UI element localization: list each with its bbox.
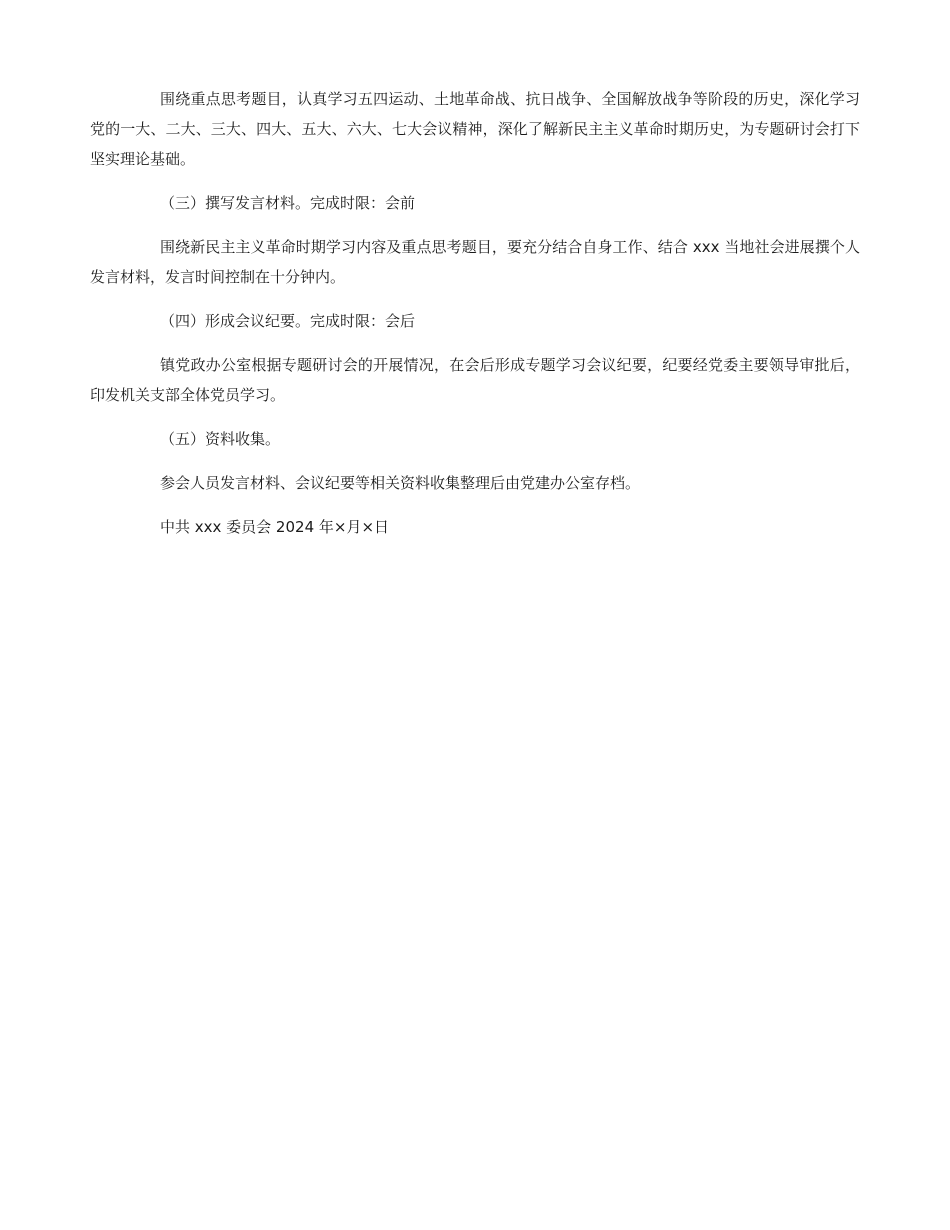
heading-write-speech: （三）撰写发言材料。完成时限：会前 <box>160 194 416 212</box>
paragraph-archive: 参会人员发言材料、会议纪要等相关资料收集整理后由党建办公室存档。 <box>160 474 641 492</box>
heading-meeting-minutes: （四）形成会议纪要。完成时限：会后 <box>160 312 416 330</box>
signature-date: 中共 xxx 委员会 2024 年×月×日 <box>160 518 390 536</box>
paragraph-minutes-detail: 镇党政办公室根据专题研讨会的开展情况，在会后形成专题学习会议纪要，纪要经党委主要领导审批后，印发机关支部全体党员学习。 <box>90 356 860 404</box>
document-body <box>90 84 860 556</box>
heading-material-collection: （五）资料收集。 <box>160 430 281 448</box>
paragraph-study-history: 围绕重点思考题目，认真学习五四运动、土地革命战、抗日战争、全国解放战争等阶段的历史，深化学习党的一大、二大、三大、四大、五大、六大、七大会议精神，深化了解新民主主义革命时期历史，为专题研讨会打下坚实理论基础。 <box>90 90 860 168</box>
paragraph-speech-materials: 围绕新民主主义革命时期学习内容及重点思考题目，要充分结合自身工作、结合 xxx 当地社会进展撰个人发言材料，发言时间控制在十分钟内。 <box>90 238 860 286</box>
